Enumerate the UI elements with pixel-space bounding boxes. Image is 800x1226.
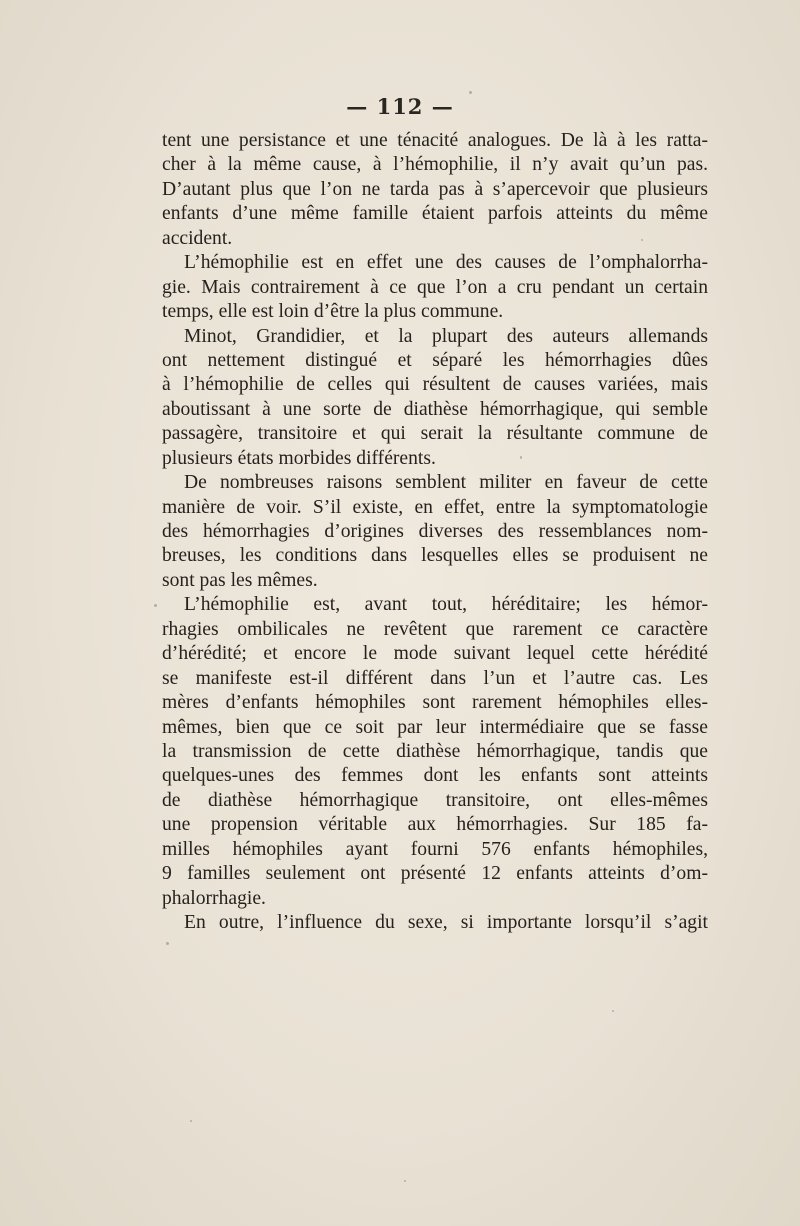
paper-speck (166, 942, 169, 945)
text-line: quelques-unes des femmes dont les enfants sont atteints (162, 765, 708, 787)
text-line: enfants d’une même famille étaient parfois atteints du même (162, 203, 708, 225)
text-line: rhagies ombilicales ne revêtent que rarement ce caractère (162, 618, 708, 640)
text-line: En outre, l’influence du sexe, si importante lorsqu’il s’agit (184, 912, 708, 933)
text-line: d’hérédité; et encore le mode suivant lequel cette hérédité (162, 643, 708, 665)
text-line: accident. (162, 227, 233, 249)
text-line: cher à la même cause, à l’hémophilie, il n’y avait qu’un pas. (162, 154, 708, 176)
text-line: breuses, les conditions dans lesquelles elles se produisent ne (162, 545, 708, 567)
text-line: une propension véritable aux hémorrhagies. Sur 185 fa- (162, 814, 708, 836)
text-line: tent une persistance et une ténacité analogues. De là à les ratta- (162, 130, 708, 151)
text-line: De nombreuses raisons semblent militer en faveur de cette (184, 472, 708, 494)
text-line: des hémorrhagies d’origines diverses des ressemblances nom- (162, 521, 708, 542)
text-line: phalorrhagie. (162, 887, 266, 909)
text-line: L’hémophilie est en effet une des causes de l’omphalorrha- (184, 252, 708, 274)
text-line: passagère, transitoire et qui serait la résultante commune de (162, 423, 708, 445)
text-line: mêmes, bien que ce soit par leur intermédiaire que se fasse (162, 716, 708, 738)
text-line: aboutissant à une sorte de diathèse hémorrhagique, qui semble (162, 398, 708, 420)
text-line: 9 familles seulement ont présenté 12 enfants atteints d’om- (162, 863, 708, 885)
paper-speck (641, 239, 643, 241)
text-line: gie. Mais contrairement à ce que l’on a cru pendant un certain (162, 276, 708, 298)
text-line: L’hémophilie est, avant tout, héréditaire; les hémor- (184, 594, 708, 616)
text-line: ont nettement distingué et séparé les hémorrhagies dûes (162, 349, 708, 371)
paper-speck (612, 1010, 614, 1012)
text-line: D’autant plus que l’on ne tarda pas à s’apercevoir que plusieurs (162, 178, 708, 200)
text-line: milles hémophiles ayant fourni 576 enfants hémophiles, (162, 838, 708, 860)
paper-speck (469, 91, 472, 94)
text-line: se manifeste est-il différent dans l’un et l’autre cas. Les (162, 667, 708, 689)
text-line: la transmission de cette diathèse hémorrhagique, tandis que (162, 740, 708, 762)
text-line: à l’hémophilie de celles qui résultent de causes variées, mais (162, 374, 708, 396)
body-text (162, 129, 708, 935)
text-line: temps, elle est loin d’être la plus commune. (162, 301, 504, 323)
paper-speck (520, 456, 522, 459)
page-number: — 112 — (346, 94, 454, 119)
text-line: Minot, Grandidier, et la plupart des auteurs allemands (184, 325, 708, 347)
text-line: mères d’enfants hémophiles sont rarement hémophiles elles- (162, 692, 708, 714)
text-line: sont pas les mêmes. (162, 569, 318, 591)
text-line: manière de voir. S’il existe, en effet, entre la symptomatologie (162, 496, 708, 518)
paper-speck (190, 1120, 192, 1122)
paper-speck (154, 604, 157, 607)
text-line: de diathèse hémorrhagique transitoire, ont elles-mêmes (162, 789, 708, 811)
paper-speck (404, 1180, 406, 1182)
text-line: plusieurs états morbides différents. (162, 447, 436, 469)
